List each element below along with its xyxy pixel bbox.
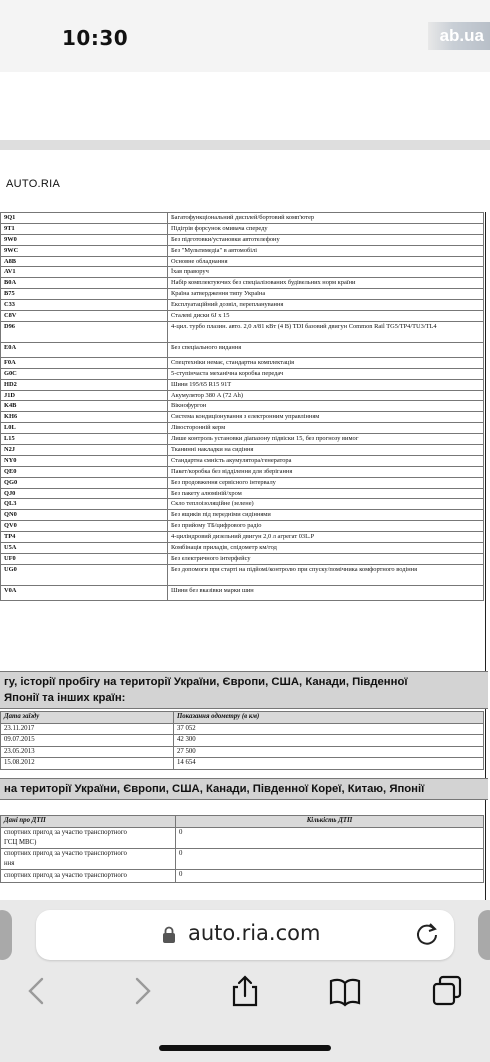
option-description: Без електричного інтерфейсу bbox=[168, 553, 484, 564]
option-code: HD2 bbox=[1, 379, 168, 390]
dtp-description-line1: спортних пригод за участю транспортного bbox=[4, 849, 127, 857]
tabs-icon[interactable] bbox=[430, 974, 464, 1008]
option-row bbox=[1, 423, 484, 434]
option-code: V0A bbox=[1, 585, 168, 600]
option-description: Без продовження сервісного інтервалу bbox=[168, 477, 484, 488]
option-description: Підігрів форсунок омивача спереду bbox=[168, 223, 484, 234]
back-icon[interactable] bbox=[20, 974, 54, 1008]
status-bar bbox=[0, 0, 490, 72]
mileage-km: 14 654 bbox=[174, 758, 484, 770]
option-code: J1D bbox=[1, 390, 168, 401]
dtp-count: 0 bbox=[176, 827, 484, 848]
site-watermark: ab.ua bbox=[428, 22, 490, 50]
address-bar[interactable] bbox=[36, 910, 454, 960]
document-brand: AUTO.RIA bbox=[6, 178, 61, 190]
option-row bbox=[1, 455, 484, 466]
bookmarks-icon[interactable] bbox=[328, 974, 362, 1008]
option-description: Експлуатаційний дозвіл, перепланування bbox=[168, 300, 484, 311]
mileage-date: 23.11.2017 bbox=[1, 723, 174, 735]
dtp-table bbox=[0, 815, 484, 883]
dtp-title: на території України, Європи, США, Канади, Південної Кореї, Китаю, Японії bbox=[4, 783, 425, 795]
option-description: Лівосторонній керм bbox=[168, 423, 484, 434]
option-code: L15 bbox=[1, 434, 168, 445]
option-row bbox=[1, 267, 484, 278]
option-code: L0L bbox=[1, 423, 168, 434]
col-date: Дата заїзду bbox=[1, 712, 174, 724]
mileage-row bbox=[1, 758, 484, 770]
option-description: Без ящиків під передніми сидіннями bbox=[168, 510, 484, 521]
mileage-date: 23.05.2013 bbox=[1, 746, 174, 758]
option-description: Лише контроль установки діапазону підвіски 15, без прогнозу вимог bbox=[168, 434, 484, 445]
option-code: E0A bbox=[1, 342, 168, 357]
option-description: 4-цил. турбо плазин. авто. 2,0 л/81 кВт (4 В) TDI базовий двигун Common Rail TG5/TP4/TU3/TL4 bbox=[168, 321, 484, 342]
status-time: 10:30 bbox=[62, 26, 129, 50]
option-code: QG0 bbox=[1, 477, 168, 488]
dtp-description-line2: ГСЦ МВС) bbox=[4, 838, 37, 846]
option-description: Комбінація приладів, спідометр км/год bbox=[168, 543, 484, 554]
dtp-row bbox=[1, 848, 484, 869]
option-code: QJ0 bbox=[1, 488, 168, 499]
option-code: QN0 bbox=[1, 510, 168, 521]
dtp-row bbox=[1, 827, 484, 848]
mileage-row bbox=[1, 746, 484, 758]
option-description: Без "Мультимедіа" в автомобілі bbox=[168, 245, 484, 256]
mileage-date: 15.08.2012 bbox=[1, 758, 174, 770]
option-row bbox=[1, 379, 484, 390]
option-row bbox=[1, 553, 484, 564]
dtp-header-row bbox=[1, 816, 484, 828]
forward-icon[interactable] bbox=[125, 974, 159, 1008]
option-row bbox=[1, 434, 484, 445]
option-description: Тканинні накладки на сидіння bbox=[168, 445, 484, 456]
col-dtp-count: Кількість ДТП bbox=[176, 816, 484, 828]
page-divider bbox=[0, 140, 490, 150]
dtp-description bbox=[1, 848, 176, 869]
option-row bbox=[1, 543, 484, 554]
option-description: 4-циліндровий дизельний двигун 2,0 л агрегат 03L.P bbox=[168, 532, 484, 543]
option-description: Акумулятор 380 А (72 Ah) bbox=[168, 390, 484, 401]
option-code: F0A bbox=[1, 357, 168, 368]
share-icon[interactable] bbox=[228, 974, 262, 1008]
option-row bbox=[1, 499, 484, 510]
url-text: auto.ria.com bbox=[188, 921, 321, 945]
option-code: KH6 bbox=[1, 412, 168, 423]
option-code: QL3 bbox=[1, 499, 168, 510]
option-code: UF0 bbox=[1, 553, 168, 564]
mileage-km: 27 500 bbox=[174, 746, 484, 758]
option-row bbox=[1, 245, 484, 256]
option-row bbox=[1, 564, 484, 585]
option-row bbox=[1, 300, 484, 311]
report-document bbox=[0, 150, 490, 900]
option-row bbox=[1, 357, 484, 368]
option-row bbox=[1, 532, 484, 543]
option-row bbox=[1, 342, 484, 357]
option-description: Без пакету алюміній/хром bbox=[168, 488, 484, 499]
mileage-section-title bbox=[0, 671, 488, 709]
dtp-section-title bbox=[0, 778, 488, 800]
option-row bbox=[1, 510, 484, 521]
option-code: TP4 bbox=[1, 532, 168, 543]
option-row bbox=[1, 488, 484, 499]
option-code: 9T1 bbox=[1, 223, 168, 234]
option-code: U5A bbox=[1, 543, 168, 554]
option-description: Шини без вказівки марки шин bbox=[168, 585, 484, 600]
option-code: A8B bbox=[1, 256, 168, 267]
option-code: 9WC bbox=[1, 245, 168, 256]
option-code: NY0 bbox=[1, 455, 168, 466]
option-code: 9Q1 bbox=[1, 213, 168, 224]
mileage-row bbox=[1, 723, 484, 735]
option-code: AV1 bbox=[1, 267, 168, 278]
next-tab-peek[interactable] bbox=[478, 910, 490, 960]
option-description: Основне обладнання bbox=[168, 256, 484, 267]
option-code: 9W0 bbox=[1, 234, 168, 245]
option-code: UG0 bbox=[1, 564, 168, 585]
option-description: Спецтехніки немає, стандартна комплектація bbox=[168, 357, 484, 368]
dtp-description-line2: ння bbox=[4, 859, 15, 867]
option-code: D96 bbox=[1, 321, 168, 342]
option-row bbox=[1, 466, 484, 477]
mileage-table bbox=[0, 711, 484, 770]
option-row bbox=[1, 223, 484, 234]
mileage-title-line2: Японії та інших країн: bbox=[4, 692, 126, 704]
dtp-count: 0 bbox=[176, 848, 484, 869]
page-header-area bbox=[0, 72, 490, 141]
mileage-km: 42 300 bbox=[174, 735, 484, 747]
mileage-row bbox=[1, 735, 484, 747]
reload-icon[interactable] bbox=[414, 921, 440, 947]
option-code: QE0 bbox=[1, 466, 168, 477]
option-description: Без прийому ТБ/цифрового радіо bbox=[168, 521, 484, 532]
option-row bbox=[1, 278, 484, 289]
dtp-description bbox=[1, 827, 176, 848]
option-description: Шини 195/65 R15 91T bbox=[168, 379, 484, 390]
option-row bbox=[1, 321, 484, 342]
option-row bbox=[1, 368, 484, 379]
dtp-description bbox=[1, 869, 176, 883]
option-code: C8V bbox=[1, 311, 168, 322]
mileage-km: 37 052 bbox=[174, 723, 484, 735]
option-row bbox=[1, 521, 484, 532]
option-description: Пакет/коробка без відділення для зберігання bbox=[168, 466, 484, 477]
option-description: Стандартна ємність акумулятора/генератора bbox=[168, 455, 484, 466]
option-code: N2J bbox=[1, 445, 168, 456]
option-description: Їхав праворуч bbox=[168, 267, 484, 278]
option-code: QV0 bbox=[1, 521, 168, 532]
option-description: Без спеціального видання bbox=[168, 342, 484, 357]
dtp-count: 0 bbox=[176, 869, 484, 883]
option-row bbox=[1, 234, 484, 245]
option-code: B0A bbox=[1, 278, 168, 289]
option-code: B75 bbox=[1, 289, 168, 300]
option-description: Набір комплектуючих без спеціалізованих будівельних норм країни bbox=[168, 278, 484, 289]
option-description: Країна затвердження типу Україна bbox=[168, 289, 484, 300]
option-row bbox=[1, 390, 484, 401]
option-description: Скло теплоізоляційне (зелене) bbox=[168, 499, 484, 510]
dtp-description-line1: спортних пригод за участю транспортного bbox=[4, 871, 127, 879]
mileage-header-row bbox=[1, 712, 484, 724]
browser-toolbar bbox=[0, 900, 490, 1062]
option-code: K4B bbox=[1, 401, 168, 412]
option-row bbox=[1, 311, 484, 322]
option-row bbox=[1, 477, 484, 488]
option-row bbox=[1, 289, 484, 300]
lock-icon bbox=[162, 926, 176, 944]
home-indicator[interactable] bbox=[159, 1045, 331, 1051]
option-description: Система кондиціонування з електронним управлінням bbox=[168, 412, 484, 423]
dtp-description-line1: спортних пригод за участю транспортного bbox=[4, 828, 127, 836]
option-row bbox=[1, 213, 484, 224]
option-row bbox=[1, 256, 484, 267]
option-code: C33 bbox=[1, 300, 168, 311]
col-odometer: Показання одометру (в км) bbox=[174, 712, 484, 724]
mileage-title-line1: гу, історії пробігу на території України, Європи, США, Канади, Південної bbox=[4, 676, 408, 688]
option-description: Вікнофургон bbox=[168, 401, 484, 412]
option-description: Без підготовки/установки автотелефону bbox=[168, 234, 484, 245]
option-row bbox=[1, 445, 484, 456]
dtp-row bbox=[1, 869, 484, 883]
option-description: Сталеві диски 6J x 15 bbox=[168, 311, 484, 322]
option-code: G0C bbox=[1, 368, 168, 379]
col-dtp-data: Дані про ДТП bbox=[1, 816, 176, 828]
option-row bbox=[1, 401, 484, 412]
mileage-date: 09.07.2015 bbox=[1, 735, 174, 747]
option-row bbox=[1, 585, 484, 600]
previous-tab-peek[interactable] bbox=[0, 910, 12, 960]
option-row bbox=[1, 412, 484, 423]
option-description: Багатофункціональний дисплей/бортовий комп'ютер bbox=[168, 213, 484, 224]
options-table bbox=[0, 212, 484, 601]
option-description: Без допомоги при старті на підйомі/контролю при спуску/помічника комфортного водіння bbox=[168, 564, 484, 585]
option-description: 5-ступінчаста механічна коробка передач bbox=[168, 368, 484, 379]
